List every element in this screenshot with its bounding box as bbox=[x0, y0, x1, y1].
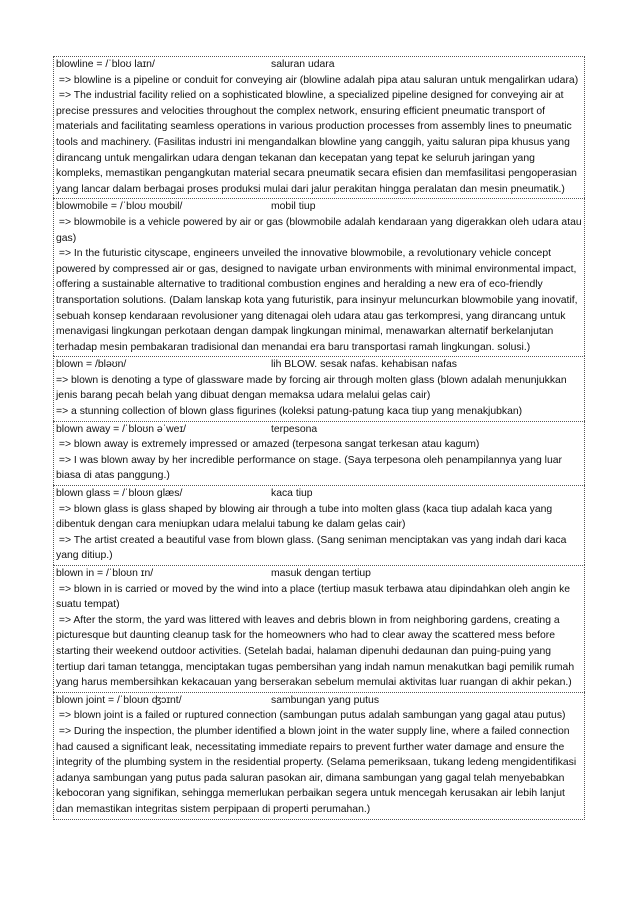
dictionary-entry bbox=[53, 421, 585, 485]
entry-definition: => blown in is carried or moved by the wind into a place (tertiup masuk terbawa atau dipindahkan oleh angin ke suatu tempat) bbox=[56, 583, 573, 611]
entry-term: blown joint = /ˈbloʊn ʤɔɪnt/ bbox=[56, 694, 182, 706]
entry-definition: => blown away is extremely impressed or amazed (terpesona sangat terkesan atau kagum) bbox=[56, 439, 480, 451]
entry-example: => During the inspection, the plumber identified a blown joint in the water supply line, where a failed connection had caused a significant leak, necessitating immediate repairs to prevent further water damage and ensure the integrity of the plumbing system in the residential property. (Selama pemeriksaan, tukang ledeng mengidentifikasi adanya sambungan yang putus pada saluran pasokan air, dimana sambungan yang gagal telah menyebabkan kebocoran yang signifikan, sehingga memerlukan perbaikan segera untuk mencegah kerusakan air lebih lanjut dan memastikan integritas sistem perpipaan di properti perumahan.) bbox=[56, 725, 580, 815]
entry-header bbox=[56, 199, 582, 215]
entry-example: => The industrial facility relied on a sophisticated blowline, a specialized pipeline designed for conveying air at precise pressures and velocities throughout the complex network, ensuring efficient pneumatic transport of materials and facilitating seamless operations in various production processes from assembly lines to pneumatic tools and machinery. (Fasilitas industri ini mengandalkan blowline yang canggih, yaitu saluran pipa khusus yang dirancang untuk mengalirkan udara dengan tekanan dan kecepatan yang tepat ke seluruh jaringan yang kompleks, memastikan pengangkutan material secara pneumatik secara efisien dan memfasilitasi pengoperasian yang lancar dalam berbagai proses produksi mulai dari jalur perakitan hingga peralatan dan mesin pneumatik.) bbox=[56, 90, 580, 195]
entry-header bbox=[56, 486, 582, 502]
entry-term: blown in = /ˈbloʊn ɪn/ bbox=[56, 568, 154, 579]
entry-translation: masuk dengan tertiup bbox=[271, 568, 371, 579]
entry-header bbox=[56, 57, 582, 73]
entry-definition: => blown joint is a failed or ruptured connection (sambungan putus adalah sambungan yang gagal atau putus) bbox=[56, 710, 566, 722]
entry-term: blown = /bləʊn/ bbox=[56, 359, 127, 371]
entry-translation: sambungan yang putus bbox=[271, 694, 380, 706]
entry-definition: => blown is denoting a type of glassware made by forcing air through molten glass (blown adalah menunjukkan jenis barang pecah belah yang dibuat dengan memaksa udara melalui gelas cair) bbox=[56, 374, 570, 402]
entry-translation: kaca tiup bbox=[271, 488, 313, 500]
entry-header bbox=[56, 422, 582, 438]
entry-header bbox=[56, 566, 582, 582]
entry-header bbox=[56, 693, 582, 709]
entry-example: => In the futuristic cityscape, engineers unveiled the innovative blowmobile, a revolutionary vehicle concept powered by compressed air or gas, designed to navigate urban environments with minimal environmental impact, offering a sustainable alternative to traditional combustion engines and heralding a new era of eco-friendly transportation solutions. (Dalam lanskap kota yang futuristik, para insinyur meluncurkan blowmobile yang inovatif, sebuah konsep kendaraan revolusioner yang ditenagai oleh udara atau gas terkompresi, yang dirancang untuk menavigasi lingkungan perkotaan dengan dampak lingkungan minimal, menawarkan alternatif berkelanjutan terhadap mesin pembakaran tradisional dan menandai era baru transportasi ramah lingkungan. solusi.) bbox=[56, 248, 581, 353]
dictionary-entry bbox=[53, 56, 585, 198]
entry-example: => a stunning collection of blown glass figurines (koleksi patung-patung kaca tiup yang menakjubkan) bbox=[56, 406, 523, 418]
entry-translation: lih BLOW. sesak nafas. kehabisan nafas bbox=[271, 359, 457, 371]
entry-term: blown away = /ˈbloʊn əˈweɪ/ bbox=[56, 423, 187, 435]
entry-example: => After the storm, the yard was littered with leaves and debris blown in from neighboring gardens, creating a picturesque but daunting cleanup task for the homeowners who had to clear away the scattered mess before starting their weekend outdoor activities. (Setelah badai, halaman dipenuhi dedaunan dan puing-puing yang tertiup dari taman tetangga, menciptakan tugas pembersihan yang indah namun menakutkan bagi pemilik rumah yang harus membersihkan kekacauan yang berserakan sebelum memulai aktivitas luar ruangan di akhir pekan.) bbox=[56, 614, 578, 689]
entry-example: => The artist created a beautiful vase from blown glass. (Sang seniman menciptakan vas yang indah dari kaca yang ditiup.) bbox=[56, 534, 570, 562]
entry-translation: saluran udara bbox=[271, 59, 335, 70]
entry-term: blowmobile = /ˈbloʊ moʊbil/ bbox=[56, 201, 183, 213]
entry-term: blown glass = /ˈbloʊn glæs/ bbox=[56, 488, 183, 500]
entry-definition: => blowline is a pipeline or conduit for conveying air (blowline adalah pipa atau saluran untuk mengalirkan udara) bbox=[56, 74, 579, 86]
entry-definition: => blown glass is glass shaped by blowing air through a tube into molten glass (kaca tiup adalah kaca yang dibentuk dengan cara meniupkan udara melalui tabung ke dalam gelas cair) bbox=[56, 503, 556, 531]
dictionary-entry bbox=[53, 565, 585, 692]
entry-definition: => blowmobile is a vehicle powered by air or gas (blowmobile adalah kendaraan yang digerakkan oleh udara atau gas) bbox=[56, 216, 585, 244]
entry-translation: terpesona bbox=[271, 423, 318, 435]
dictionary-page bbox=[53, 56, 585, 820]
entry-example: => I was blown away by her incredible performance on stage. (Saya terpesona oleh penampilannya yang luar biasa di atas panggung.) bbox=[56, 454, 565, 482]
dictionary-entry bbox=[53, 356, 585, 420]
dictionary-entry bbox=[53, 692, 585, 820]
entry-term: blowline = /ˈbloʊ laɪn/ bbox=[56, 59, 155, 70]
entry-translation: mobil tiup bbox=[271, 201, 316, 213]
dictionary-entry bbox=[53, 485, 585, 565]
dictionary-entry bbox=[53, 198, 585, 356]
entry-header bbox=[56, 357, 582, 373]
